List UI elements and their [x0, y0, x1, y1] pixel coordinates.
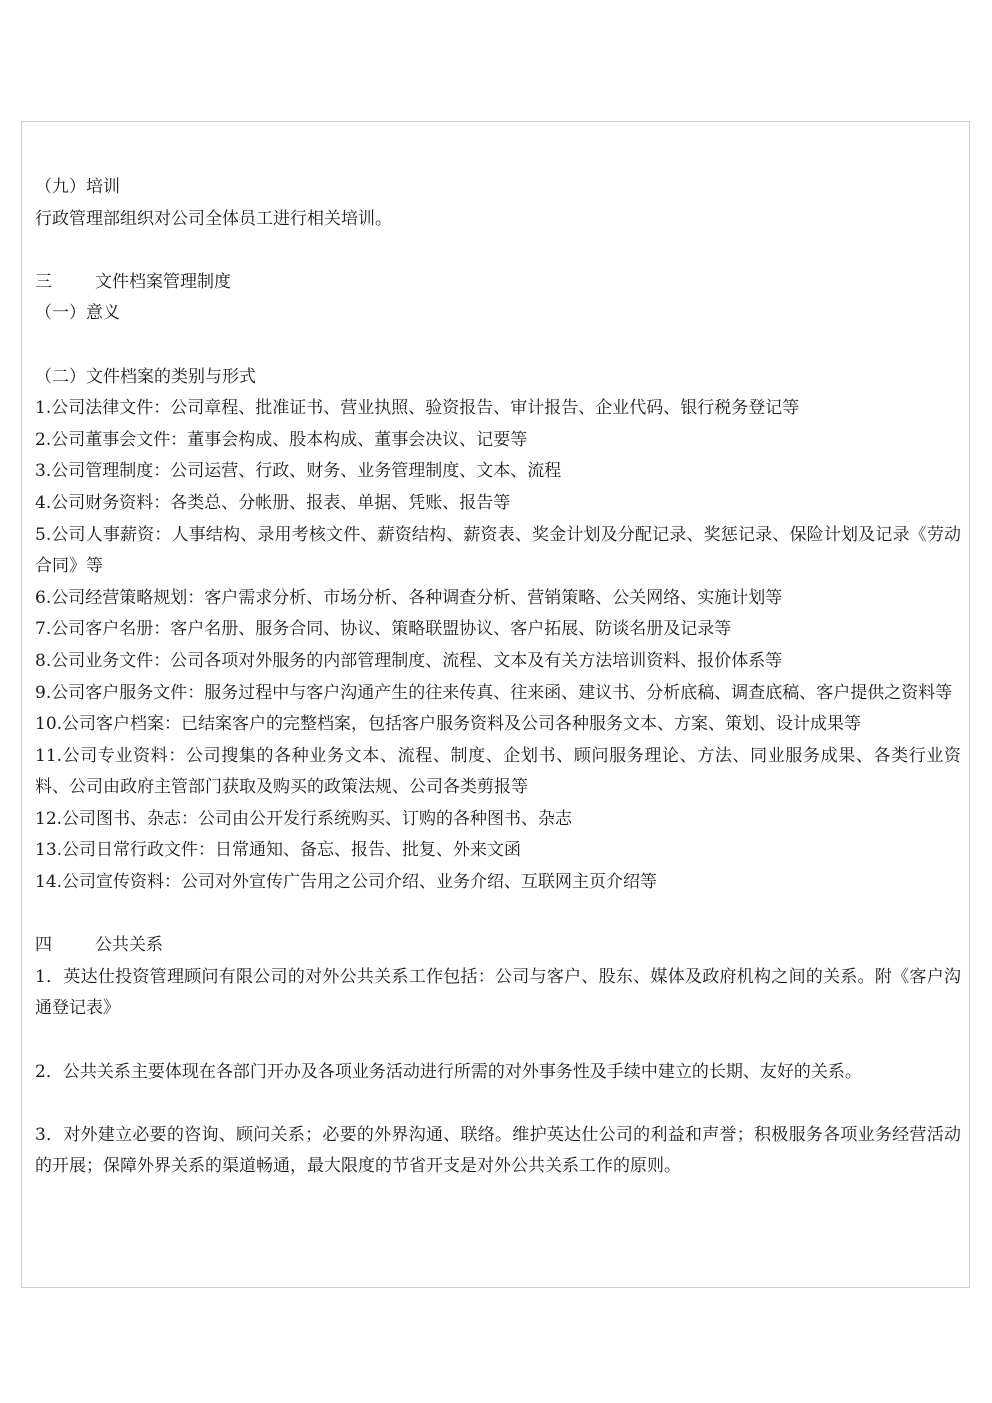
section4-title: 公共关系 [95, 935, 163, 956]
archive-item-1: 1.公司法律文件：公司章程、批准证书、营业执照、验资报告、审计报告、企业代码、银行税务登记等 [35, 398, 800, 419]
archive-item-12: 12.公司图书、杂志：公司由公开发行系统购买、订购的各种图书、杂志 [35, 808, 573, 829]
spacer [35, 1025, 965, 1057]
section4-number: 四 [35, 935, 52, 956]
archive-item-3: 3.公司管理制度：公司运营、行政、财务、业务管理制度、文本、流程 [35, 461, 562, 482]
section9-body: 行政管理部组织对公司全体员工进行相关培训。 [35, 208, 392, 229]
archive-item-7: 7.公司客户名册：客户名册、服务合同、协议、策略联盟协议、客户拓展、防谈名册及记录等 [35, 619, 732, 640]
archive-item-13: 13.公司日常行政文件：日常通知、备忘、报告、批复、外来文函 [35, 840, 522, 861]
spacer [35, 330, 965, 362]
section3-title-line [35, 267, 965, 299]
section9-heading: （九）培训 [35, 177, 120, 197]
archive-item-9: 9.公司客户服务文件：服务过程中与客户沟通产生的往来传真、往来函、建议书、分析底稿、调查底稿、客户提供之资料等 [35, 682, 953, 703]
pr-paragraph-2: 2．公共关系主要体现在各部门开办及各项业务活动进行所需的对外事务性及手续中建立的长期、友好的关系。 [35, 1061, 862, 1082]
spacer [35, 1088, 965, 1120]
archive-item-6: 6.公司经营策略规划：客户需求分析、市场分析、各种调查分析、营销策略、公关网络、实施计划等 [35, 587, 783, 608]
pr-paragraph-3: 3．对外建立必要的咨询、顾问关系；必要的外界沟通、联络。维护英达仕公司的利益和声誉；积极服务各项业务经营活动的开展；保障外界关系的渠道畅通，最大限度的节省开支是对外公共关系工作的原则。 [35, 1124, 961, 1177]
archive-item-8: 8.公司业务文件：公司各项对外服务的内部管理制度、流程、文本及有关方法培训资料、报价体系等 [35, 650, 783, 671]
section4-title-line [35, 930, 965, 962]
section3-sub2: （二）文件档案的类别与形式 [35, 366, 256, 387]
section3-number: 三 [35, 271, 52, 292]
section3-title: 文件档案管理制度 [95, 271, 231, 292]
section3-sub1: （一）意义 [35, 303, 120, 324]
archive-item-4: 4.公司财务资料：各类总、分帐册、报表、单据、凭账、报告等 [35, 492, 511, 513]
pr-paragraph-1: 1．英达仕投资管理顾问有限公司的对外公共关系工作包括：公司与客户、股东、媒体及政府机构之间的关系。附《客户沟通登记表》 [35, 966, 961, 1019]
spacer [35, 899, 965, 931]
archive-item-10: 10.公司客户档案：已结案客户的完整档案，包括客户服务资料及公司各种服务文本、方案、策划、设计成果等 [35, 714, 862, 735]
archive-item-5: 5.公司人事薪资：人事结构、录用考核文件、薪资结构、薪资表、奖金计划及分配记录、奖惩记录、保险计划及记录《劳动合同》等 [35, 524, 961, 577]
archive-item-11: 11.公司专业资料：公司搜集的各种业务文本、流程、制度、企划书、顾问服务理论、方法、同业服务成果、各类行业资料、公司由政府主管部门获取及购买的政策法规、公司各类剪报等 [35, 745, 961, 798]
archive-item-14: 14.公司宣传资料：公司对外宣传广告用之公司介绍、业务介绍、互联网主页介绍等 [35, 872, 658, 893]
spacer [35, 235, 965, 267]
archive-item-2: 2.公司董事会文件：董事会构成、股本构成、董事会决议、记要等 [35, 429, 528, 450]
document-body [35, 172, 965, 1183]
